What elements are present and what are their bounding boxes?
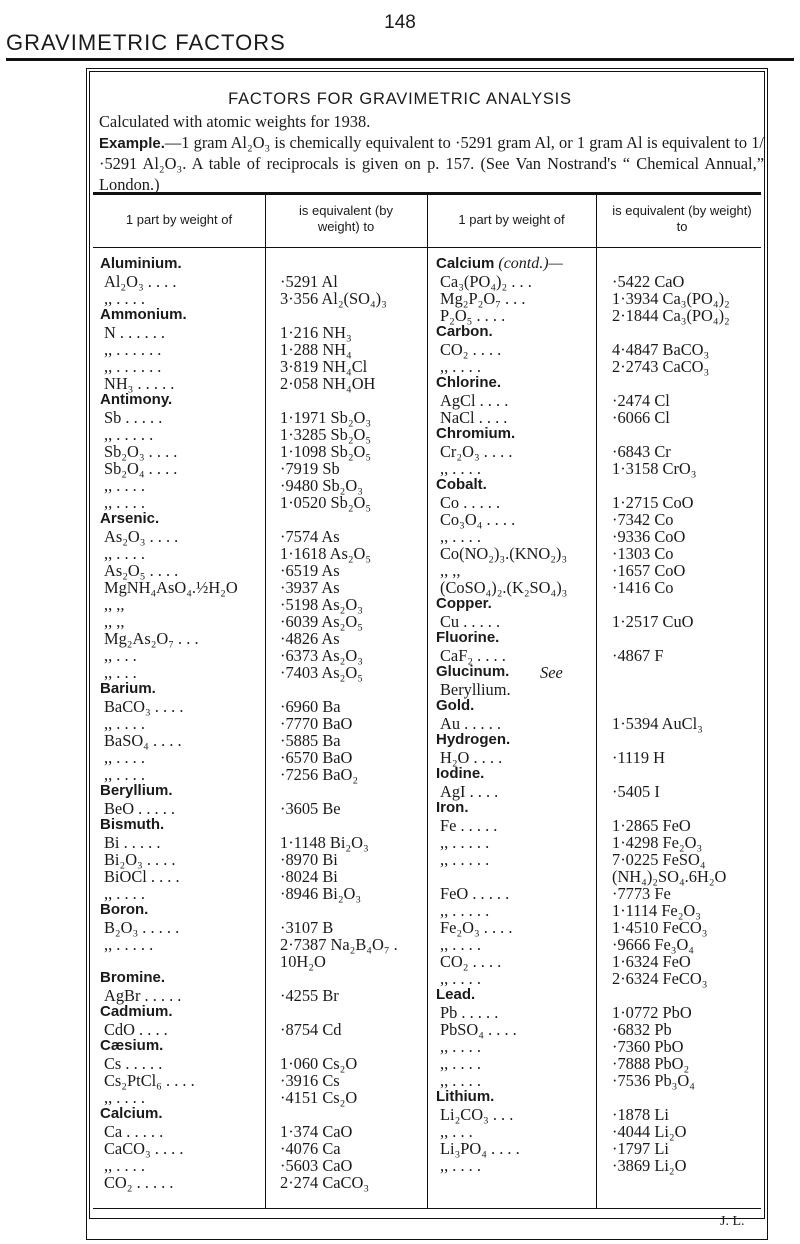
- substance-weighed: Ca . . . . .: [104, 1122, 164, 1141]
- substance-weighed: ,, . . . .: [104, 714, 145, 733]
- substance-weighed: As₂O₃ . . . .: [104, 527, 179, 546]
- element-heading: Lithium.: [436, 1088, 495, 1105]
- equivalent-factor: 1·2865 FeO: [612, 816, 691, 835]
- equivalent-factor: ·8970 Bi: [280, 850, 338, 869]
- substance-weighed: ,, . . . .: [104, 748, 145, 767]
- equivalent-factor: ·7770 BaO: [280, 714, 353, 733]
- substance-weighed: ,, ,,: [440, 561, 461, 580]
- substance-weighed: ,, . . . .: [440, 1037, 481, 1056]
- substance-weighed: ,, . . . .: [104, 1088, 145, 1107]
- equivalent-factor: ·4044 Li₂O: [612, 1122, 687, 1141]
- substance-weighed: Li₃PO₄ . . . .: [440, 1139, 520, 1158]
- substance-weighed: Fe₂O₃ . . . .: [440, 918, 513, 937]
- substance-weighed: Bi₂O₃ . . . .: [104, 850, 176, 869]
- equivalent-factor: ·7360 PbO: [612, 1037, 684, 1056]
- substance-weighed: ,, . . .: [104, 646, 137, 665]
- element-heading: Cæsium.: [100, 1037, 164, 1054]
- equivalent-factor: ·7919 Sb: [280, 459, 340, 478]
- equivalent-factor: 1·216 NH₃: [280, 323, 352, 342]
- equivalent-factor: ·6832 Pb: [612, 1020, 672, 1039]
- substance-weighed: AgBr . . . . .: [104, 986, 182, 1005]
- equivalent-factor: 1·060 Cs₂O: [280, 1054, 358, 1073]
- equivalent-factor: 2·2743 CaCO₃: [612, 357, 710, 376]
- equivalent-factor: 10H₂O: [280, 952, 326, 971]
- equivalent-factor: 1·2715 CoO: [612, 493, 694, 512]
- equivalent-factor: 4·4847 BaCO₃: [612, 340, 710, 359]
- equivalent-factor: ·6066 Cl: [612, 408, 670, 427]
- equivalent-factor: ·6519 As: [280, 561, 340, 580]
- element-heading: Hydrogen.: [436, 731, 511, 748]
- equivalent-factor: 1·5394 AuCl₃: [612, 714, 703, 733]
- equivalent-factor: ·5885 Ba: [280, 731, 341, 750]
- equivalent-factor: 1·6324 FeO: [612, 952, 691, 971]
- box-title: FACTORS FOR GRAVIMETRIC ANALYSIS: [228, 90, 572, 108]
- equivalent-factor: ·6960 Ba: [280, 697, 341, 716]
- substance-weighed: CO₂ . . . .: [440, 340, 502, 359]
- equivalent-factor: 2·6324 FeCO₃: [612, 969, 708, 988]
- element-heading: Antimony.: [100, 391, 173, 408]
- example-paragraph: [99, 133, 764, 196]
- substance-weighed: Fe . . . . .: [440, 816, 498, 835]
- table-bottom-rule: [93, 1208, 761, 1209]
- equivalent-factor: 1·4298 Fe₂O₃: [612, 833, 703, 852]
- equivalent-factor: ·9666 Fe₃O₄: [612, 935, 694, 954]
- substance-weighed: ,, . . . .: [104, 765, 145, 784]
- element-heading: Aluminium.: [100, 255, 182, 272]
- equivalent-factor: ·9480 Sb₂O₃: [280, 476, 363, 495]
- substance-weighed: Au . . . . .: [440, 714, 502, 733]
- element-heading: Chlorine.: [436, 374, 502, 391]
- substance-weighed: CdO . . . .: [104, 1020, 168, 1039]
- equivalent-factor: ·8946 Bi₂O₃: [280, 884, 362, 903]
- equivalent-factor: 1·3934 Ca₃(PO₄)₂: [612, 289, 730, 308]
- equivalent-factor: ·8754 Cd: [280, 1020, 342, 1039]
- equivalent-factor: ·4151 Cs₂O: [280, 1088, 358, 1107]
- equivalent-factor: ·5405 I: [612, 782, 660, 801]
- header-col-3: 1 part by weight of: [458, 212, 565, 227]
- equivalent-factor: ·7536 Pb₃O₄: [612, 1071, 695, 1090]
- example-label: Example.: [99, 134, 165, 152]
- substance-weighed: ,, . . .: [440, 1122, 473, 1141]
- element-heading: Iron.: [436, 799, 469, 816]
- substance-weighed: ,, . . . .: [440, 935, 481, 954]
- substance-weighed: NaCl . . . .: [440, 408, 508, 427]
- substance-weighed: Mg₂P₂O₇ . . .: [440, 289, 526, 308]
- equivalent-factor: 2·1844 Ca₃(PO₄)₂: [612, 306, 730, 325]
- substance-weighed: Cr₂O₃ . . . .: [440, 442, 513, 461]
- equivalent-factor: ·1303 Co: [612, 544, 674, 563]
- header-col-2: is equivalent (by weight) to: [299, 203, 393, 234]
- element-heading: Calcium.: [100, 1105, 163, 1122]
- element-heading: Lead.: [436, 986, 476, 1003]
- equivalent-factor: (NH₄)₂SO₄.6H₂O: [612, 867, 727, 886]
- equivalent-factor: 1·1618 As₂O₅: [280, 544, 372, 563]
- substance-weighed: Co . . . . .: [440, 493, 501, 512]
- substance-weighed: Pb . . . . .: [440, 1003, 499, 1022]
- element-heading: Glucinum.: [436, 663, 510, 680]
- element-heading: Bismuth.: [100, 816, 165, 833]
- column-divider: [596, 194, 597, 1208]
- equivalent-factor: ·4826 As: [280, 629, 340, 648]
- substance-weighed: Bi . . . . .: [104, 833, 161, 852]
- equivalent-factor: ·7256 BaO₂: [280, 765, 359, 784]
- header-col-1: 1 part by weight of: [125, 212, 233, 227]
- substance-weighed: H₂O . . . .: [440, 748, 503, 767]
- equivalent-factor: ·1119 H: [612, 748, 665, 767]
- substance-weighed: CO₂ . . . . .: [104, 1173, 174, 1192]
- equivalent-factor: ·1416 Co: [612, 578, 674, 597]
- element-heading: Fluorine.: [436, 629, 500, 646]
- substance-weighed: P₂O₅ . . . .: [440, 306, 506, 325]
- equivalent-factor: ·5198 As₂O₃: [280, 595, 363, 614]
- substance-weighed: PbSO₄ . . . .: [440, 1020, 517, 1039]
- equivalent-factor: ·5603 CaO: [280, 1156, 353, 1175]
- substance-weighed: ,, . . . .: [104, 884, 145, 903]
- column-divider: [427, 194, 428, 1208]
- substance-weighed: ,, ,,: [104, 612, 125, 631]
- substance-weighed: AgI . . . .: [440, 782, 499, 801]
- equivalent-factor: 3·819 NH₄Cl: [280, 357, 368, 376]
- equivalent-factor: 1·1098 Sb₂O₅: [280, 442, 372, 461]
- equivalent-factor: ·4076 Ca: [280, 1139, 341, 1158]
- equivalent-factor: ·8024 Bi: [280, 867, 338, 886]
- intro-line: Calculated with atomic weights for 1938.: [99, 112, 371, 131]
- equivalent-factor: 1·4510 FeCO₃: [612, 918, 708, 937]
- substance-weighed: ,, . . . .: [104, 1156, 145, 1175]
- element-heading: Carbon.: [436, 323, 493, 340]
- element-heading: Arsenic.: [100, 510, 160, 527]
- equivalent-factor: 1·374 CaO: [280, 1122, 353, 1141]
- substance-weighed: BaSO₄ . . . .: [104, 731, 182, 750]
- example-text: —1 gram Al₂O₃ is chemically equivalent to ·5291 gram Al, or 1 gram Al is equivalent to 1/·5291 Al₂O₃. A table of reciprocals is given on p. 157. (See Van Nostrand's “ Chemical Annual,” London.): [99, 132, 764, 194]
- element-heading: Iodine.: [436, 765, 485, 782]
- equivalent-factor: 1·2517 CuO: [612, 612, 694, 631]
- element-heading: Beryllium.: [100, 782, 173, 799]
- substance-weighed: BeO . . . . .: [104, 799, 176, 818]
- substance-weighed: BaCO₃ . . . .: [104, 697, 184, 716]
- equivalent-factor: ·1797 Li: [612, 1139, 669, 1158]
- element-heading: Boron.: [100, 901, 149, 918]
- substance-weighed: Mg₂As₂O₇ . . .: [104, 629, 199, 648]
- equivalent-factor: 2·058 NH₄OH: [280, 374, 376, 393]
- substance-weighed: ,, ,,: [104, 595, 125, 614]
- equivalent-factor: 1·1114 Fe₂O₃: [612, 901, 701, 920]
- header-col-4: is equivalent (by weight) to: [612, 203, 752, 234]
- substance-weighed: ,, . . . .: [104, 493, 145, 512]
- equivalent-factor: 2·274 CaCO₃: [280, 1173, 370, 1192]
- element-heading: Ammonium.: [100, 306, 187, 323]
- substance-weighed: Sb₂O₄ . . . .: [104, 459, 178, 478]
- equivalent-factor: ·3869 Li₂O: [612, 1156, 687, 1175]
- table-header-rule: [93, 247, 761, 248]
- intro-text: [99, 112, 764, 195]
- header-rule: [6, 58, 794, 61]
- equivalent-factor: 1·1971 Sb₂O₃: [280, 408, 372, 427]
- element-heading: Cobalt.: [436, 476, 487, 493]
- substance-weighed: AgCl . . . .: [440, 391, 509, 410]
- author-initials: J. L.: [720, 1214, 745, 1229]
- substance-weighed: FeO . . . . .: [440, 884, 510, 903]
- substance-weighed: ,, . . . . . .: [104, 340, 162, 359]
- element-heading: Gold.: [436, 697, 475, 714]
- substance-weighed: Cu . . . . .: [440, 612, 501, 631]
- substance-weighed: CO₂ . . . .: [440, 952, 502, 971]
- equivalent-factor: ·3937 As: [280, 578, 340, 597]
- equivalent-factor: ·7574 As: [280, 527, 340, 546]
- equivalent-factor: ·2474 Cl: [612, 391, 670, 410]
- continued-note: (contd.)—: [494, 255, 563, 272]
- substance-weighed: ,, . . . . .: [440, 901, 490, 920]
- substance-weighed: NH₃ . . . . .: [104, 374, 175, 393]
- equivalent-factor: ·1657 CoO: [612, 561, 686, 580]
- element-heading: Copper.: [436, 595, 492, 612]
- substance-weighed: ,, . . . .: [440, 1156, 481, 1175]
- equivalent-factor: ·3916 Cs: [280, 1071, 340, 1090]
- equivalent-factor: ·6039 As₂O₅: [280, 612, 363, 631]
- substance-weighed: As₂O₅ . . . .: [104, 561, 179, 580]
- substance-weighed: Sb . . . . .: [104, 408, 163, 427]
- element-heading: Chromium.: [436, 425, 516, 442]
- substance-weighed: Co₃O₄ . . . .: [440, 510, 516, 529]
- substance-weighed: ,, . . . .: [104, 544, 145, 563]
- section-title: GRAVIMETRIC FACTORS: [6, 30, 286, 55]
- substance-weighed: MgNH₄AsO₄.½H₂O: [104, 578, 238, 597]
- see-reference: See: [540, 663, 563, 682]
- substance-weighed: ,, . . .: [104, 663, 137, 682]
- equivalent-factor: ·9336 CoO: [612, 527, 686, 546]
- column-divider: [265, 194, 266, 1208]
- substance-weighed: ,, . . . . .: [440, 850, 490, 869]
- substance-weighed: ,, . . . .: [104, 289, 145, 308]
- equivalent-factor: 1·0520 Sb₂O₅: [280, 493, 372, 512]
- equivalent-factor: 3·356 Al₂(SO₄)₃: [280, 289, 387, 308]
- equivalent-factor: ·1878 Li: [612, 1105, 669, 1124]
- equivalent-factor: 1·3158 CrO₃: [612, 459, 697, 478]
- element-heading: Cadmium.: [100, 1003, 173, 1020]
- substance-weighed: ,, . . . .: [440, 527, 481, 546]
- equivalent-factor: ·4867 F: [612, 646, 664, 665]
- substance-weighed: B₂O₃ . . . . .: [104, 918, 180, 937]
- substance-weighed: ,, . . . . .: [440, 833, 490, 852]
- equivalent-factor: ·4255 Br: [280, 986, 339, 1005]
- substance-weighed: N . . . . . .: [104, 323, 166, 342]
- equivalent-factor: 1·288 NH₄: [280, 340, 352, 359]
- equivalent-factor: ·7773 Fe: [612, 884, 671, 903]
- element-heading: Barium.: [100, 680, 156, 697]
- equivalent-factor: ·7342 Co: [612, 510, 674, 529]
- equivalent-factor: ·6373 As₂O₃: [280, 646, 363, 665]
- substance-weighed: ,, . . . . .: [104, 425, 154, 444]
- equivalent-factor: ·7888 PbO₂: [612, 1054, 690, 1073]
- equivalent-factor: ·7403 As₂O₅: [280, 663, 363, 682]
- equivalent-factor: 1·3285 Sb₂O₅: [280, 425, 372, 444]
- substance-weighed: ,, . . . .: [440, 1054, 481, 1073]
- substance-weighed: ,, . . . .: [440, 357, 481, 376]
- substance-weighed: Al₂O₃ . . . .: [104, 272, 177, 291]
- substance-weighed: Ca₃(PO₄)₂ . . .: [440, 272, 532, 291]
- equivalent-factor: ·5422 CaO: [612, 272, 685, 291]
- equivalent-factor: 1·0772 PbO: [612, 1003, 692, 1022]
- equivalent-factor: ·6570 BaO: [280, 748, 353, 767]
- equivalent-factor: ·6843 Cr: [612, 442, 671, 461]
- equivalent-factor: 7·0225 FeSO₄: [612, 850, 706, 869]
- substance-weighed: ,, . . . . . .: [104, 357, 162, 376]
- equivalent-factor: 2·7387 Na₂B₄O₇ .: [280, 935, 398, 954]
- substance-weighed: ,, . . . .: [104, 476, 145, 495]
- substance-weighed: ,, . . . .: [440, 459, 481, 478]
- substance-weighed: CaF₂ . . . .: [440, 646, 506, 665]
- equivalent-factor: 1·1148 Bi₂O₃: [280, 833, 369, 852]
- page-number: 148: [384, 12, 416, 33]
- element-heading: Calcium (contd.)—: [436, 255, 563, 272]
- element-heading: Bromine.: [100, 969, 166, 986]
- substance-weighed: ,, . . . .: [440, 1071, 481, 1090]
- equivalent-factor: ·5291 Al: [280, 272, 338, 291]
- substance-weighed: ,, . . . . .: [104, 935, 154, 954]
- substance-weighed: Sb₂O₃ . . . .: [104, 442, 178, 461]
- equivalent-factor: ·3107 B: [280, 918, 334, 937]
- substance-weighed: Beryllium.: [440, 680, 511, 699]
- substance-weighed: Co(NO₂)₃.(KNO₂)₃: [440, 544, 568, 563]
- substance-weighed: Cs₂PtCl₆ . . . .: [104, 1071, 195, 1090]
- substance-weighed: ,, . . . .: [440, 969, 481, 988]
- substance-weighed: CaCO₃ . . . .: [104, 1139, 184, 1158]
- substance-weighed: Cs . . . . .: [104, 1054, 163, 1073]
- equivalent-factor: ·3605 Be: [280, 799, 341, 818]
- substance-weighed: (CoSO₄)₂.(K₂SO₄)₃: [440, 578, 568, 597]
- substance-weighed: BiOCl . . . .: [104, 867, 180, 886]
- substance-weighed: Li₂CO₃ . . .: [440, 1105, 514, 1124]
